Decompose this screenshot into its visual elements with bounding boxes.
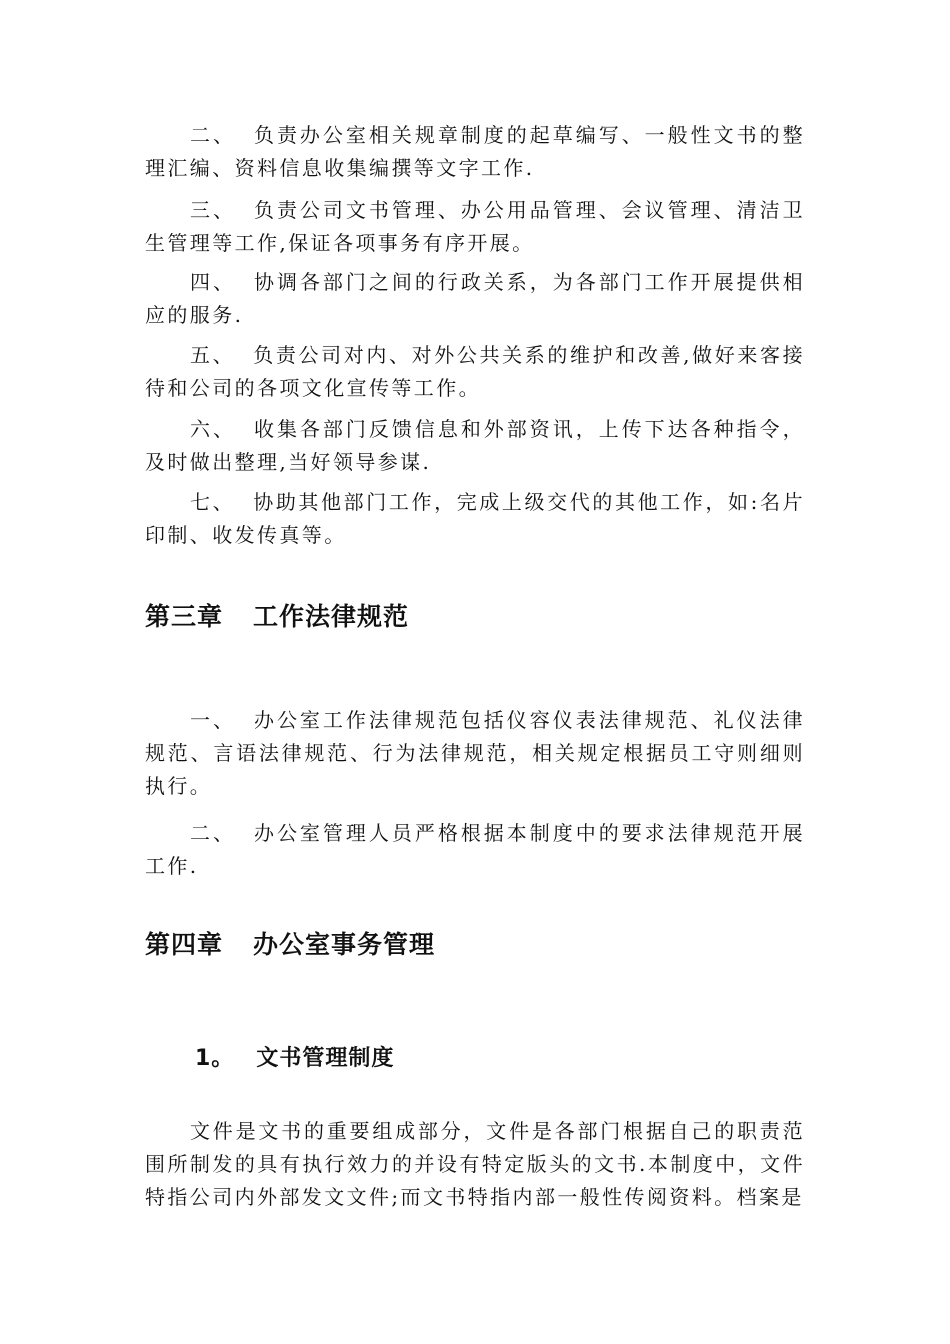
list-item (145, 817, 805, 883)
item-number: 一、 (190, 708, 236, 732)
item-text: 负责公司对内、对外公共关系的维护和改善,做好来客接待和公司的各项文化宣传等工作。 (145, 343, 805, 400)
chapter-title: 办公室事务管理 (253, 930, 436, 959)
item-text: 协调各部门之间的行政关系，为各部门工作开展提供相应的服务. (145, 270, 805, 327)
list-item (145, 486, 805, 552)
list-item (145, 339, 805, 405)
section-title: 文书管理制度 (256, 1046, 395, 1071)
chapter-number: 第四章 (145, 930, 224, 959)
item-number: 二、 (190, 123, 236, 147)
item-text: 收集各部门反馈信息和外部资讯，上传下达各种指令，及时做出整理,当好领导参谋. (145, 417, 805, 474)
item-text: 办公室管理人员严格根据本制度中的要求法律规范开展工作. (145, 821, 805, 878)
section-heading (195, 1044, 394, 1074)
section-number: 1。 (195, 1046, 235, 1071)
item-number: 五、 (190, 343, 236, 367)
list-item (145, 119, 805, 185)
list-item (145, 413, 805, 479)
item-number: 七、 (190, 490, 236, 514)
item-text: 负责公司文书管理、办公用品管理、会议管理、清洁卫生管理等工作,保证各项事务有序开展。 (145, 198, 805, 255)
list-item (145, 194, 805, 260)
item-number: 六、 (190, 417, 236, 441)
body-paragraph: 文件是文书的重要组成部分，文件是各部门根据自己的职责范围所制发的具有执行效力的并设有特定版头的文书.本制度中，文件特指公司内外部发文文件;而文书特指内部一般性传阅资料。档案是 (145, 1119, 805, 1209)
item-number: 四、 (190, 270, 236, 294)
item-number: 三、 (190, 198, 236, 222)
chapter-heading (145, 600, 409, 634)
chapter-title: 工作法律规范 (253, 602, 410, 631)
list-item (145, 266, 805, 332)
item-text: 办公室工作法律规范包括仪容仪表法律规范、礼仪法律规范、言语法律规范、行为法律规范，相关规定根据员工守则细则执行。 (145, 708, 805, 798)
item-number: 二、 (190, 821, 236, 845)
chapter-number: 第三章 (145, 602, 224, 631)
item-text: 协助其他部门工作，完成上级交代的其他工作，如:名片印制、收发传真等。 (145, 490, 805, 547)
list-item (145, 704, 805, 803)
item-text: 负责办公室相关规章制度的起草编写、一般性文书的整理汇编、资料信息收集编撰等文字工作. (145, 123, 805, 180)
chapter-heading (145, 928, 435, 962)
